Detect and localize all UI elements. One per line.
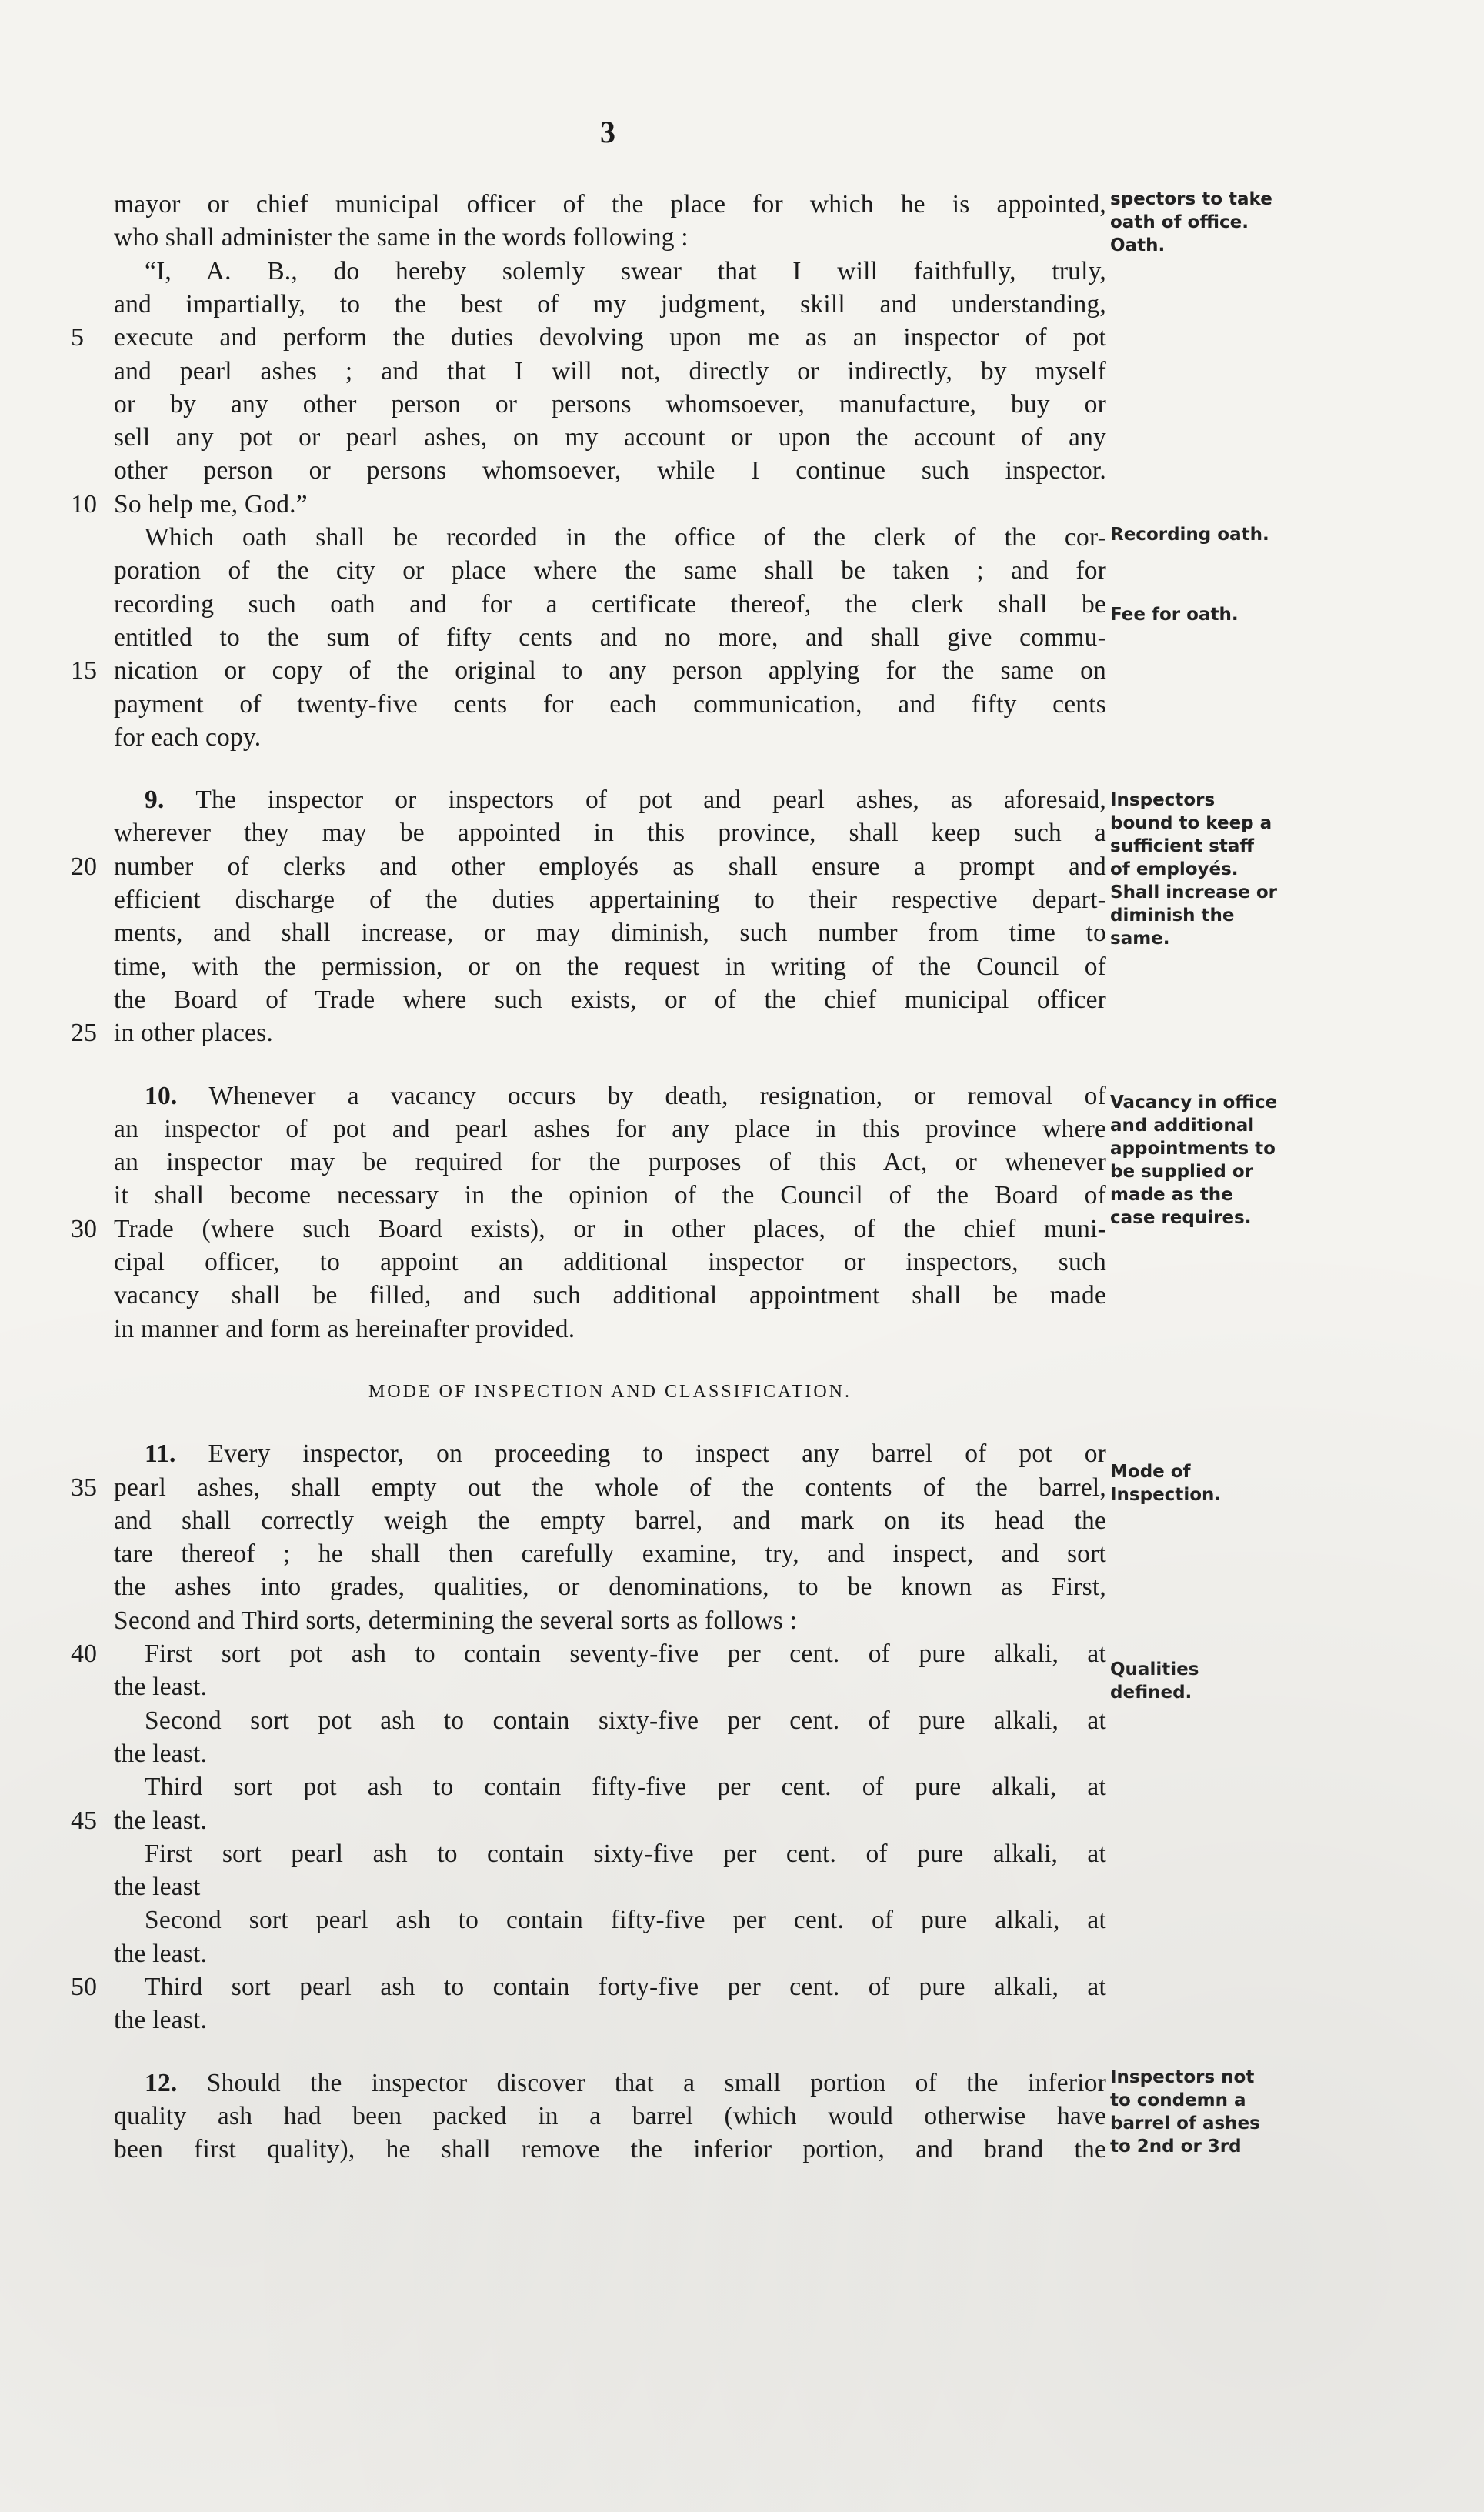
text-line (114, 950, 1106, 984)
margin-note: Recording oath. (1110, 525, 1269, 545)
text-line (114, 621, 1106, 655)
line-text: So help me, God.” (114, 489, 308, 519)
text-line (114, 1213, 1106, 1246)
text-line (114, 816, 1106, 850)
text-line (114, 1937, 1106, 1971)
line-text: First sort pot ash to contain seventy-five per cent. of pure alkali, at (145, 1640, 1106, 1668)
line-text: “I, A. B., do hereby solemly swear that I will faithfully, truly, (145, 256, 1106, 285)
margin-note: Inspectors bound to keep a sufficient staff of employés. Shall increase or diminish the same. (1110, 790, 1278, 949)
line-text: and impartially, to the best of my judgment, skill and understanding, (114, 289, 1106, 319)
line-text: cipal officer, to appoint an additional inspector or inspectors, such (114, 1248, 1106, 1276)
line-number: 20 (71, 852, 97, 881)
line-text: or by any other person or persons whomsoever, manufacture, buy or (114, 389, 1106, 419)
line-text: in manner and form as hereinafter provided. (114, 1314, 575, 1343)
text-line (114, 654, 1106, 688)
line-text: The inspector or inspectors of pot and pearl ashes, as aforesaid, (195, 786, 1106, 815)
text-line (114, 1704, 1106, 1738)
line-number: 30 (71, 1214, 97, 1243)
page-number: 3 (600, 115, 615, 149)
line-text: mayor or chief municipal officer of the place for which he is appointed, (114, 190, 1106, 219)
line-text: Second and Third sorts, determining the several sorts as follows : (114, 1606, 798, 1635)
text-line (114, 521, 1106, 555)
text-line (114, 288, 1106, 322)
line-number: 10 (71, 489, 97, 519)
text-line (114, 554, 1106, 588)
text-line (114, 1870, 1106, 1904)
line-text: execute and perform the duties devolving upon me as an inspector of pot (114, 323, 1106, 352)
text-line (114, 1804, 1106, 1838)
line-text: pearl ashes, shall empty out the whole of the contents of the barrel, (114, 1473, 1106, 1502)
margin-note: Vacancy in office and additional appointments to be supplied or made as the case requires. (1110, 1093, 1278, 1228)
line-text: Should the inspector discover that a small portion of the inferior (206, 2068, 1106, 2097)
text-line (114, 1246, 1106, 1279)
line-text: the least. (114, 1739, 208, 1768)
line-text: wherever they may be appointed in this province, shall keep such a (114, 819, 1106, 848)
line-text: Which oath shall be recorded in the office of the clerk of the cor- (145, 523, 1106, 552)
line-text: payment of twenty-five cents for each communication, and fifty cents (114, 689, 1106, 719)
line-number: 50 (71, 1973, 97, 2001)
text-line (114, 255, 1106, 289)
line-text: the least. (114, 2006, 208, 2035)
text-line (114, 1504, 1106, 1538)
line-number: 5 (71, 323, 84, 352)
text-line (114, 2133, 1106, 2167)
line-text: recording such oath and for a certificate thereof, the clerk shall be (114, 589, 1106, 619)
text-line (114, 1079, 1106, 1113)
text-line (114, 188, 1106, 222)
margin-note: Qualities defined. (1110, 1660, 1199, 1703)
line-text: in other places. (114, 1019, 273, 1048)
text-line (114, 2100, 1106, 2133)
line-text: nication or copy of the original to any person applying for the same on (114, 656, 1106, 686)
text-line (114, 1279, 1106, 1313)
text-line (114, 1670, 1106, 1704)
text-line (114, 221, 1106, 255)
line-text: an inspector of pot and pearl ashes for any place in this province where (114, 1114, 1106, 1143)
line-text: Second sort pearl ash to contain fifty-five per cent. of pure alkali, at (145, 1906, 1106, 1935)
line-text: for each copy. (114, 722, 262, 752)
line-text: efficient discharge of the duties appertaining to their respective depart- (114, 886, 1106, 914)
line-text: poration of the city or place where the same shall be taken ; and for (114, 556, 1106, 585)
section-number: 12. (145, 2068, 207, 2097)
section-number: 9. (145, 786, 196, 815)
text-line (114, 783, 1106, 817)
line-text: who shall administer the same in the words following : (114, 223, 689, 252)
text-line (114, 1313, 1106, 1346)
section-heading (114, 1375, 1106, 1409)
text-line (114, 1146, 1106, 1179)
line-text: the ashes into grades, qualities, or denominations, to be known as First, (114, 1573, 1106, 1602)
section-number: 11. (145, 1439, 208, 1469)
text-line (114, 1604, 1106, 1638)
text-line (114, 916, 1106, 950)
line-text: it shall become necessary in the opinion of the Council of the Board of (114, 1181, 1106, 1210)
text-line (114, 883, 1106, 917)
line-text: tare thereof ; he shall then carefully examine, try, and inspect, and sort (114, 1540, 1106, 1569)
line-text: and shall correctly weigh the empty barrel, and mark on its head the (114, 1506, 1106, 1535)
line-text: the least. (114, 1806, 208, 1835)
text-line (114, 488, 1106, 522)
text-line (114, 1437, 1106, 1471)
line-text: other person or persons whomsoever, while I continue such inspector. (114, 456, 1106, 485)
line-text: First sort pearl ash to contain sixty-five per cent. of pure alkali, at (145, 1839, 1106, 1868)
margin-note: Mode of Inspection. (1110, 1462, 1222, 1505)
line-text: quality ash had been packed in a barrel (which would otherwise have (114, 2101, 1106, 2130)
margin-note: spectors to take oath of office. Oath. (1110, 189, 1272, 255)
text-line (114, 1537, 1106, 1571)
text-line (114, 355, 1106, 389)
line-text: entitled to the sum of fifty cents and no more, and shall give commu- (114, 622, 1106, 652)
line-text: the least (114, 1873, 201, 1902)
text-line (114, 983, 1106, 1017)
line-text: Whenever a vacancy occurs by death, resignation, or removal of (208, 1081, 1106, 1110)
line-text: Third sort pot ash to contain fifty-five per cent. of pure alkali, at (145, 1773, 1106, 1802)
text-line (114, 688, 1106, 722)
text-line (114, 2067, 1106, 2100)
text-line (114, 2003, 1106, 2037)
text-line (114, 1837, 1106, 1871)
line-number: 40 (71, 1640, 97, 1668)
line-text: sell any pot or pearl ashes, on my account or upon the account of any (114, 423, 1106, 452)
line-text: the least. (114, 1673, 208, 1702)
line-text: number of clerks and other employés as shall ensure a prompt and (114, 852, 1106, 881)
line-text: Third sort pearl ash to contain forty-five per cent. of pure alkali, at (145, 1973, 1106, 2001)
text-line (114, 588, 1106, 622)
text-line (114, 1471, 1106, 1505)
line-text: Every inspector, on proceeding to inspect any barrel of pot or (208, 1439, 1107, 1469)
text-line (114, 421, 1106, 455)
text-line (114, 321, 1106, 355)
text-line (114, 1637, 1106, 1671)
line-text: time, with the permission, or on the request in writing of the Council of (114, 952, 1106, 981)
line-text: Second sort pot ash to contain sixty-five per cent. of pure alkali, at (145, 1706, 1106, 1735)
text-line (114, 388, 1106, 422)
line-text: the Board of Trade where such exists, or of the chief municipal officer (114, 985, 1106, 1014)
line-text: an inspector may be required for the purposes of this Act, or whenever (114, 1148, 1106, 1177)
line-number: 25 (71, 1019, 97, 1048)
line-text: ments, and shall increase, or may diminish, such number from time to (114, 919, 1106, 948)
line-number: 45 (71, 1806, 97, 1835)
text-line (114, 1903, 1106, 1937)
line-number: 15 (71, 656, 97, 686)
text-line (114, 1113, 1106, 1146)
text-line (114, 1737, 1106, 1771)
margin-note: Inspectors not to condemn a barrel of ashes to 2nd or 3rd (1110, 2067, 1260, 2157)
text-line (114, 850, 1106, 884)
text-line (114, 1179, 1106, 1213)
line-text: MODE OF INSPECTION AND CLASSIFICATION. (368, 1381, 852, 1402)
line-text: the least. (114, 1939, 208, 1968)
text-line (114, 1970, 1106, 2004)
line-number: 35 (71, 1473, 97, 1502)
line-text: Trade (where such Board exists), or in other places, of the chief muni- (114, 1214, 1106, 1243)
margin-note: Fee for oath. (1110, 605, 1239, 625)
text-line (114, 1016, 1106, 1050)
line-text: and pearl ashes ; and that I will not, directly or indirectly, by myself (114, 356, 1106, 385)
text-line (114, 454, 1106, 488)
section-number: 10. (145, 1081, 209, 1110)
line-text: been first quality), he shall remove the inferior portion, and brand the (114, 2135, 1106, 2164)
line-text: vacancy shall be filled, and such additional appointment shall be made (114, 1281, 1106, 1310)
text-line (114, 721, 1106, 755)
text-line (114, 1570, 1106, 1604)
text-line (114, 1770, 1106, 1804)
